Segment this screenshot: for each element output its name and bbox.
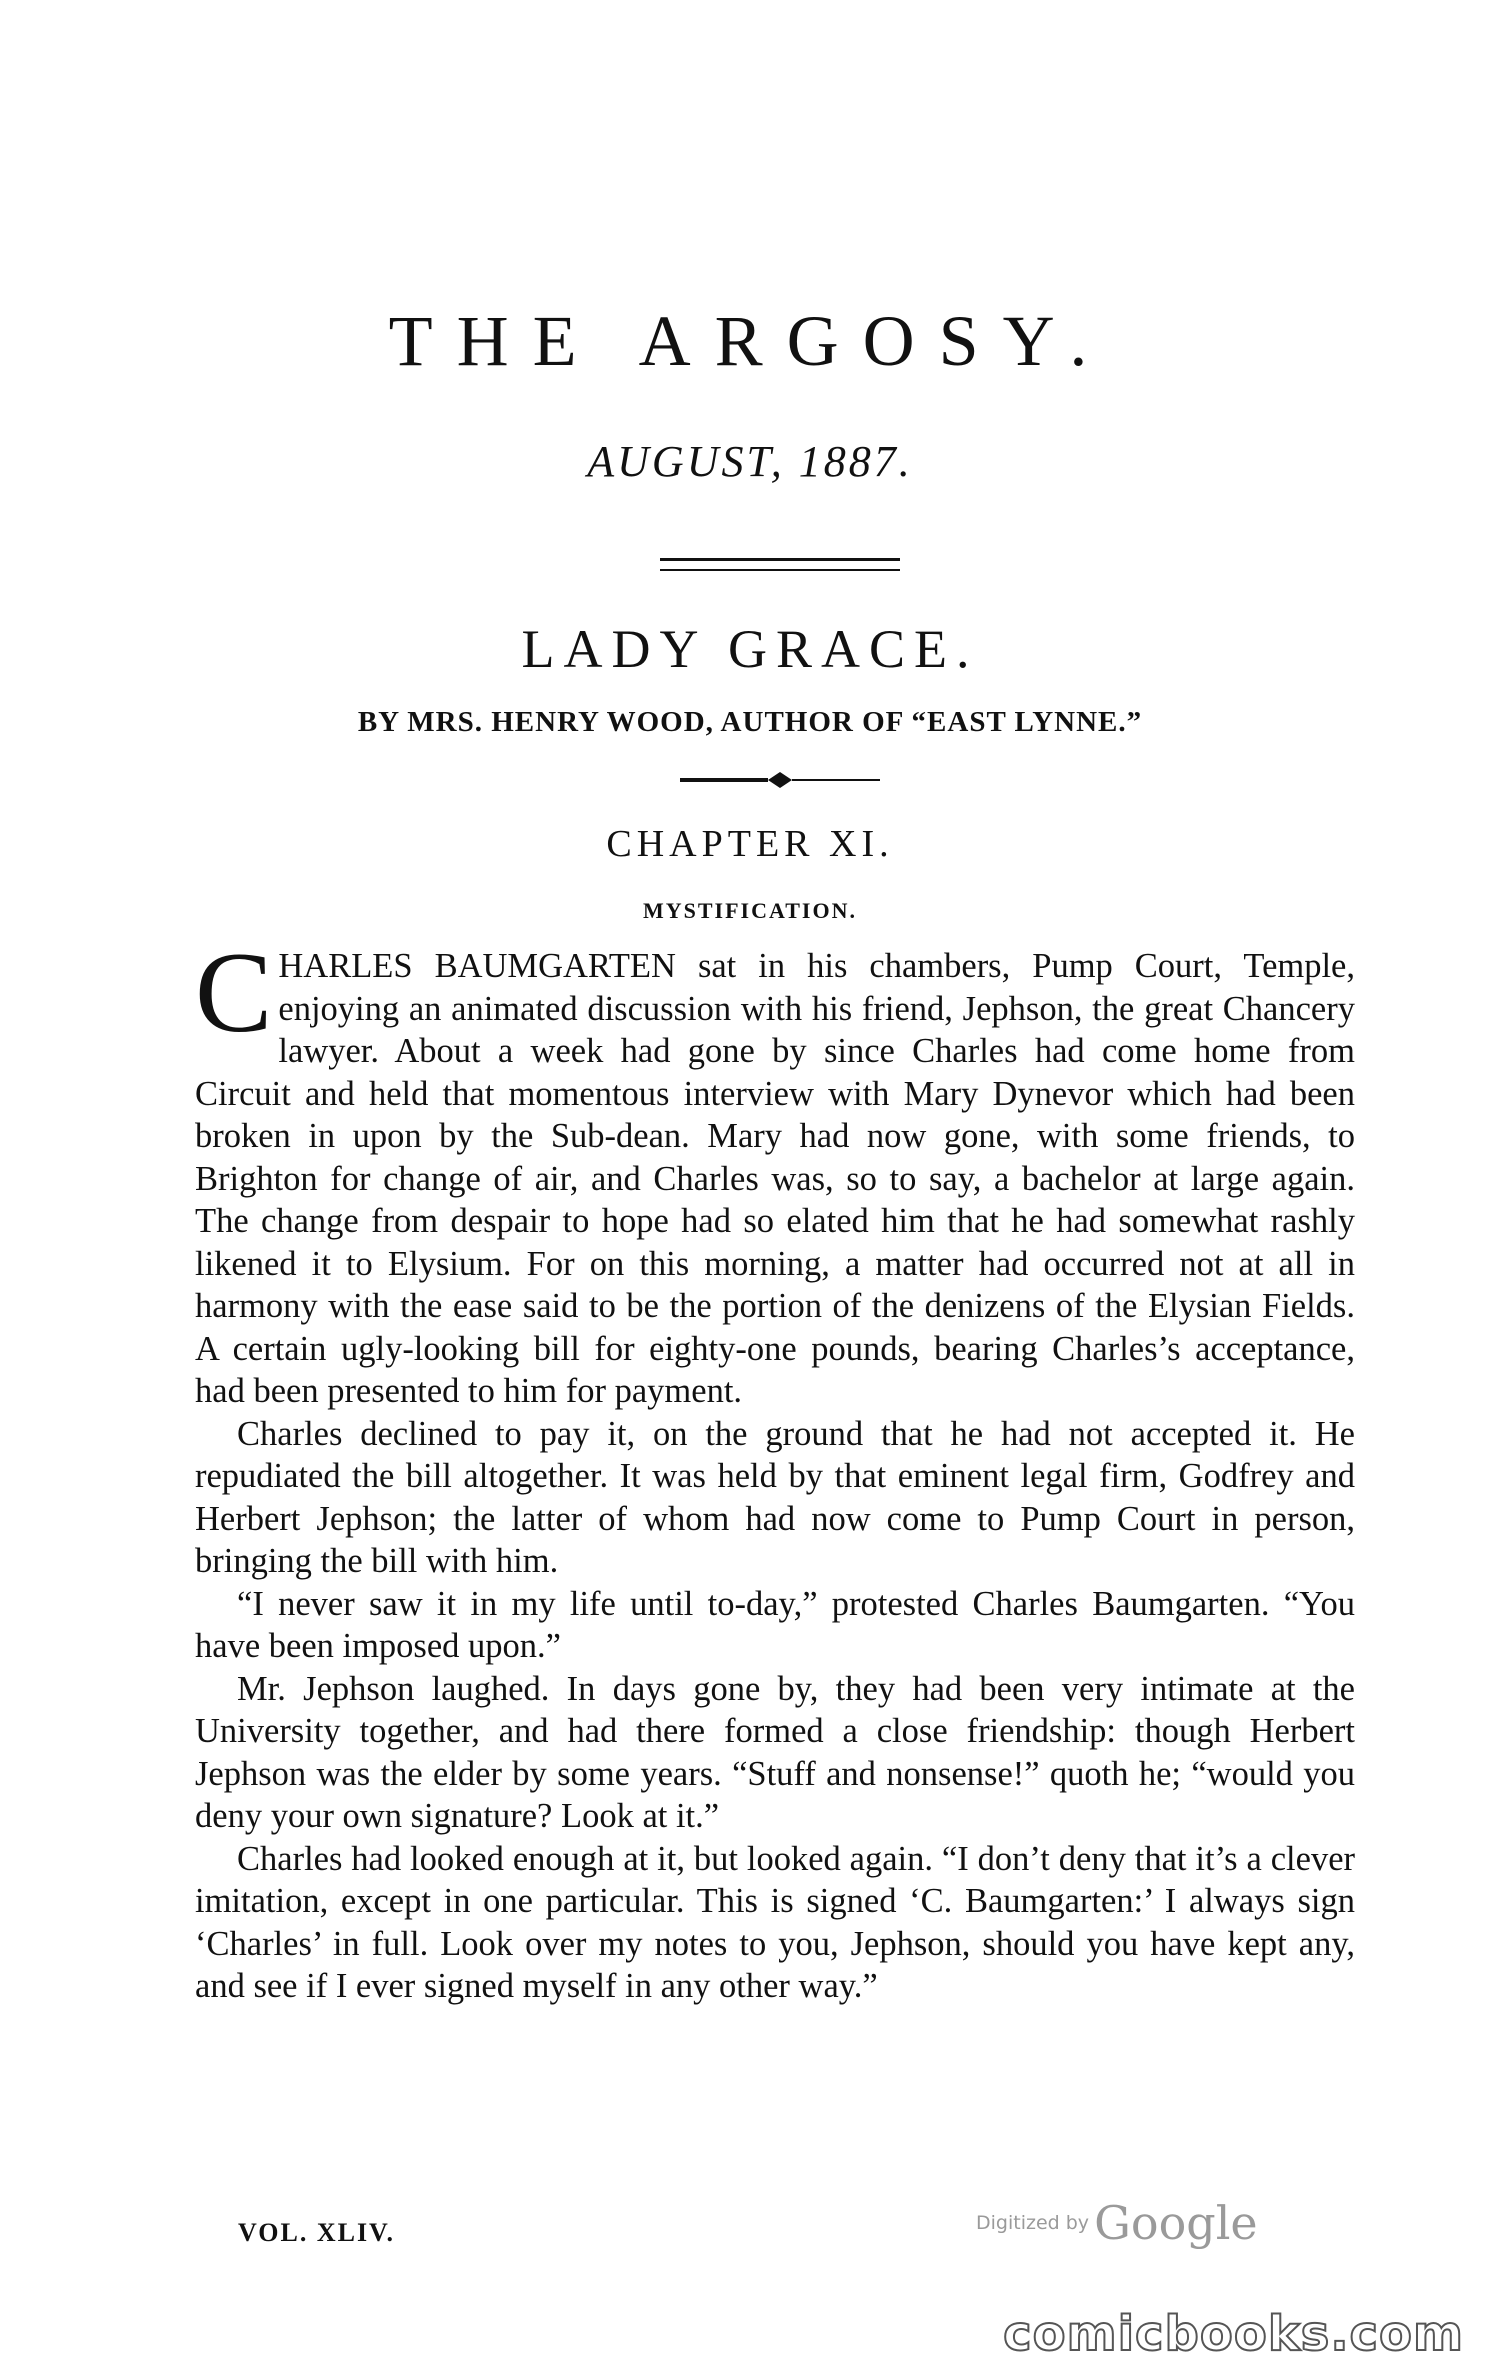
story-byline: BY MRS. HENRY WOOD, AUTHOR OF “EAST LYNNE.”: [357, 706, 1143, 738]
digitized-label: Digitized by: [976, 2212, 1090, 2234]
digitized-by-google: [976, 2196, 1258, 2250]
magazine-title: THE ARGOSY.: [388, 301, 1112, 381]
paragraph: [195, 929, 1355, 1413]
issue-date: AUGUST, 1887.: [587, 437, 913, 486]
watermark: comicbooks.com: [1003, 2306, 1464, 2362]
chapter-heading: CHAPTER XI.: [606, 823, 894, 865]
paragraph: “I never saw it in my life until to-day,” protested Charles Baumgarten. “You have been imposed upon.”: [195, 1584, 1355, 1665]
paragraph-text: HARLES BAUMGARTEN sat in his chambers, Pump Court, Temple, enjoying an animated discussion with his friend, Jephson, the great Chancery lawyer. About a week had gone by since Charles had come home from Circuit and held that momentous interview with Mary Dynevor which had been broken in upon by the Sub-dean. Mary had now gone, with some friends, to Brighton for change of air, and Charles was, so to say, a bachelor at large again. The change from despair to hope had so elated him that he had somewhat rashly likened it to Elysium. For on this morning, a matter had occurred not at all in harmony with the ease said to be the portion of the denizens of the Elysian Fields. A certain ugly-looking bill for eighty-one pounds, bearing Charles’s acceptance, had been presented to him for payment.: [195, 947, 1355, 1410]
ornament-divider-icon: [680, 768, 880, 792]
double-rule-divider: [660, 558, 900, 571]
story-title: LADY GRACE.: [521, 619, 979, 679]
chapter-title: MYSTIFICATION.: [642, 898, 857, 923]
google-logo: Google: [1094, 2196, 1258, 2250]
drop-cap: C: [195, 929, 273, 1057]
paragraph: Mr. Jephson laughed. In days gone by, they had been very intimate at the University together, and had there formed a close friendship: though Herbert Jephson was the elder by some years. “Stuff and nonsense!” quoth he; “would you deny your own signature? Look at it.”: [195, 1669, 1355, 1835]
body-text: [195, 929, 1355, 2008]
paragraph: Charles declined to pay it, on the ground that he had not accepted it. He repudiated the bill altogether. It was held by that eminent legal firm, Godfrey and Herbert Jephson; the latter of whom had now come to Pump Court in person, bringing the bill with him.: [195, 1414, 1355, 1580]
paragraph: Charles had looked enough at it, but looked again. “I don’t deny that it’s a clever imitation, except in one particular. This is signed ‘C. Baumgarten:’ I always sign ‘Charles’ in full. Look over my notes to you, Jephson, should you have kept any, and see if I ever signed myself in any other way.”: [195, 1839, 1355, 2005]
volume-signature: VOL. XLIV.: [238, 2218, 395, 2247]
